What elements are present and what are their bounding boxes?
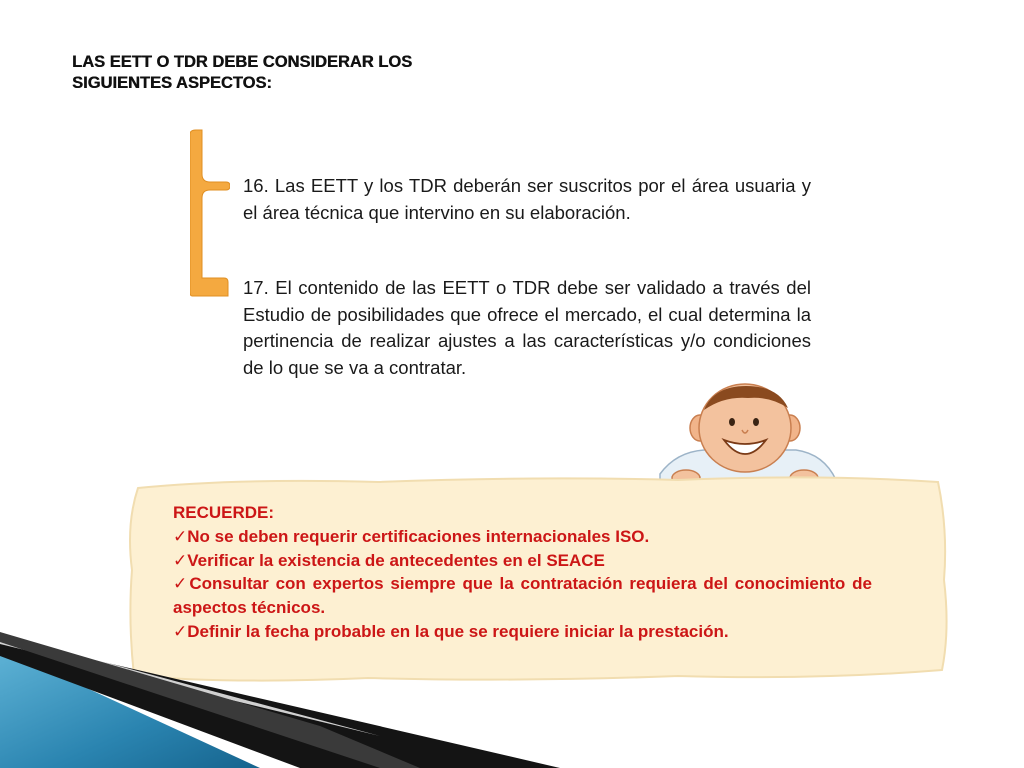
paragraph-item-17: 17. El contenido de las EETT o TDR debe ser validado a través del Estudio de posibilidades que ofrece el mercado, el cual determina la pertinencia de realizar ajustes a las características y/o condiciones de lo que se va a contratar.: [243, 277, 811, 378]
reminder-item-1: [173, 525, 872, 549]
reminder-heading: RECUERDE:: [173, 503, 275, 522]
slide-title-line-2: SIGUIENTES ASPECTOS:: [72, 74, 272, 92]
reminder-item-text: Definir la fecha probable en la que se requiere iniciar la prestación.: [187, 621, 729, 641]
checkmark-icon: ✓: [173, 526, 188, 546]
orange-bracket-graphic: [190, 128, 230, 300]
reminder-item-text: Verificar la existencia de antecedentes en el SEACE: [187, 550, 605, 570]
reminder-item-text: Consultar con expertos siempre que la contratación requiera del conocimiento de aspectos técnicos.: [173, 574, 872, 618]
checkmark-icon: ✓: [173, 621, 188, 641]
checkmark-icon: ✓: [173, 550, 188, 570]
slide-title: [72, 52, 552, 94]
decorative-corner-stripes: [0, 560, 560, 768]
paragraph-item-16: 16. Las EETT y los TDR deberán ser suscritos por el área usuaria y el área técnica que intervino en su elaboración.: [243, 175, 811, 223]
slide-title-line-1: LAS EETT O TDR DEBE CONSIDERAR LOS: [72, 53, 413, 71]
checkmark-icon: ✓: [173, 574, 190, 594]
reminder-item-text: No se deben requerir certificaciones internacionales ISO.: [187, 526, 650, 546]
